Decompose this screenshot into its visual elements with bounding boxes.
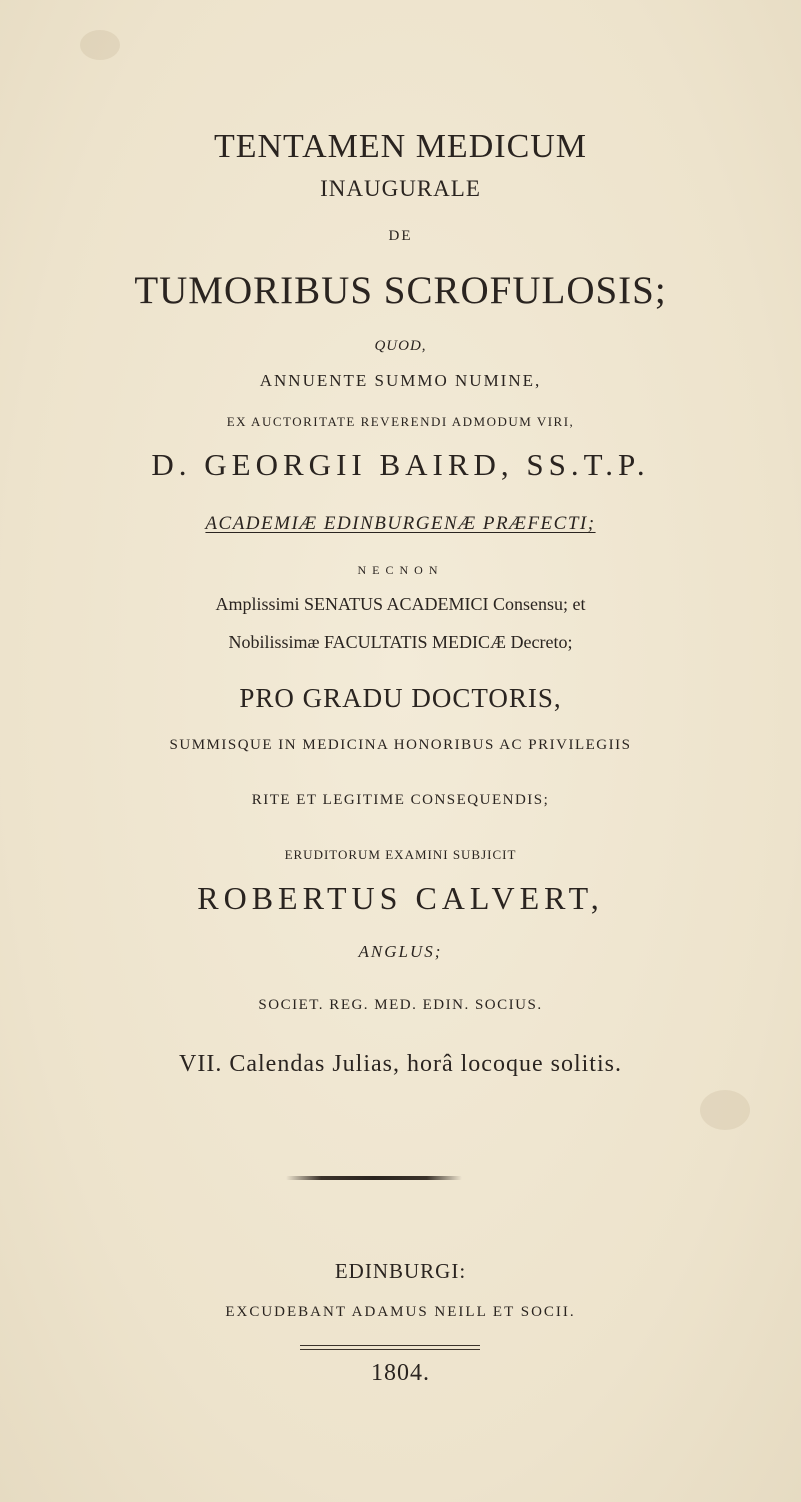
title-line-de: DE [388, 228, 413, 244]
imprint-printers: EXCUDEBANT ADAMUS NEILL ET SOCII. [225, 1304, 576, 1320]
quod-line: QUOD, [374, 338, 427, 354]
double-rule [300, 1345, 480, 1350]
date-line: VII. Calendas Julias, horâ locoque solitis. [179, 1051, 622, 1077]
imprint-year: 1804. [371, 1360, 430, 1386]
facultatis-line: Nobilissimæ FACULTATIS MEDICÆ Decreto; [228, 632, 573, 652]
senatus-line: Amplissimi SENATUS ACADEMICI Consensu; et [215, 594, 586, 614]
necnon-line: NECNON [357, 563, 444, 577]
author-nationality: ANGLUS; [358, 942, 443, 961]
paper-stain [80, 30, 120, 60]
honoribus-line: SUMMISQUE IN MEDICINA HONORIBUS AC PRIVILEGIIS [169, 737, 632, 753]
imprint-city: EDINBURGI: [334, 1259, 467, 1283]
consequendis-line: RITE ET LEGITIME CONSEQUENDIS; [251, 792, 550, 808]
academy-line: ACADEMIÆ EDINBURGENÆ PRÆFECTI; [205, 513, 596, 534]
society-line: SOCIET. REG. MED. EDIN. SOCIUS. [258, 997, 543, 1013]
examini-line: ERUDITORUM EXAMINI SUBJICIT [284, 847, 517, 862]
title-line-inaugurale: INAUGURALE [320, 176, 481, 201]
title-line-tentamen: TENTAMEN MEDICUM [213, 128, 588, 165]
author-name: ROBERTUS CALVERT, [197, 880, 604, 916]
degree-line: PRO GRADU DOCTORIS, [239, 683, 562, 713]
thesis-subject: TUMORIBUS SCROFULOSIS; [134, 269, 667, 312]
auctoritate-line: EX AUCTORITATE REVERENDI ADMODUM VIRI, [226, 414, 575, 429]
principal-name: D. GEORGII BAIRD, SS.T.P. [151, 447, 650, 482]
ornamental-rule [286, 1176, 462, 1180]
paper-stain [700, 1090, 750, 1130]
annuente-line: ANNUENTE SUMMO NUMINE, [259, 371, 542, 390]
